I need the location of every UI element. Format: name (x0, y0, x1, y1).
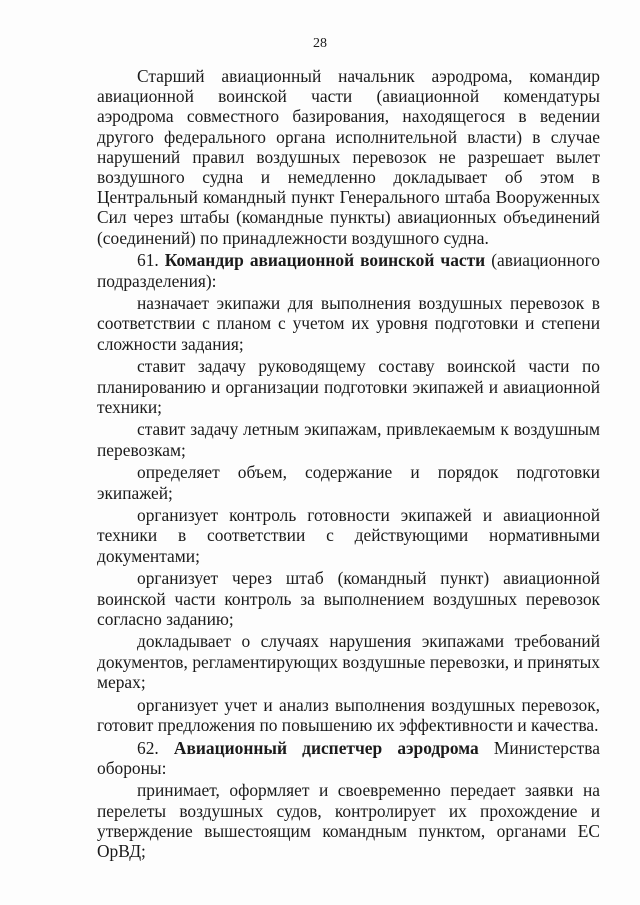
section-62-title: Авиационный диспетчер аэродрома (173, 737, 479, 758)
section-61-item: ставит задачу руководящему составу воинской части по планированию и организации подготовки экипажей и авиационной техники; (97, 356, 600, 417)
section-61-heading (97, 250, 600, 290)
section-61-number: 61. (137, 250, 165, 271)
section-61-item: организует контроль готовности экипажей и авиационной техники в соответствии с действующими нормативными документами; (97, 505, 600, 566)
section-61-item: определяет объем, содержание и порядок подготовки экипажей; (97, 462, 600, 503)
section-61-rest: (авиационного подразделения): (97, 250, 600, 291)
section-61-item: организует через штаб (командный пункт) авиационной воинской части контроль за выполнением воздушных перевозок согласно заданию; (97, 568, 600, 629)
section-62-heading (97, 738, 600, 778)
section-61-item: организует учет и анализ выполнения воздушных перевозок, готовит предложения по повышению их эффективности и качества. (97, 694, 600, 735)
section-62-item: принимает, оформляет и своевременно передает заявки на перелеты воздушных судов, контролирует их прохождение и утверждение вышестоящим командным пунктом, органами ЕС ОрВД; (97, 780, 600, 862)
document-body (97, 66, 600, 861)
section-61-title: Командир авиационной воинской части (164, 250, 486, 271)
intro-paragraph: Старший авиационный начальник аэродрома, командир авиационной воинской части (авиационной комендатуры аэродрома совместного базирования, находящегося в ведении другого федерального органа исполнительной власти) в случае нарушений правил воздушных перевозок не разрешает вылет воздушного судна и немедленно докладывает об этом в Центральный командный пункт Генерального штаба Вооруженных Сил через штабы (командные пункты) авиационных объединений (соединений) по принадлежности воздушного судна. (97, 66, 600, 248)
page-number: 28 (313, 36, 327, 51)
section-61-item: назначает экипажи для выполнения воздушных перевозок в соответствии с планом с учетом их уровня подготовки и степени сложности задания; (97, 293, 600, 354)
section-61-item: докладывает о случаях нарушения экипажами требований документов, регламентирующих воздушные перевозки, и принятых мерах; (97, 631, 600, 692)
section-62-number: 62. (137, 737, 174, 758)
section-61-item: ставит задачу летным экипажам, привлекаемым к воздушным перевозкам; (97, 419, 600, 460)
section-62-rest: Министерства обороны: (97, 737, 600, 778)
